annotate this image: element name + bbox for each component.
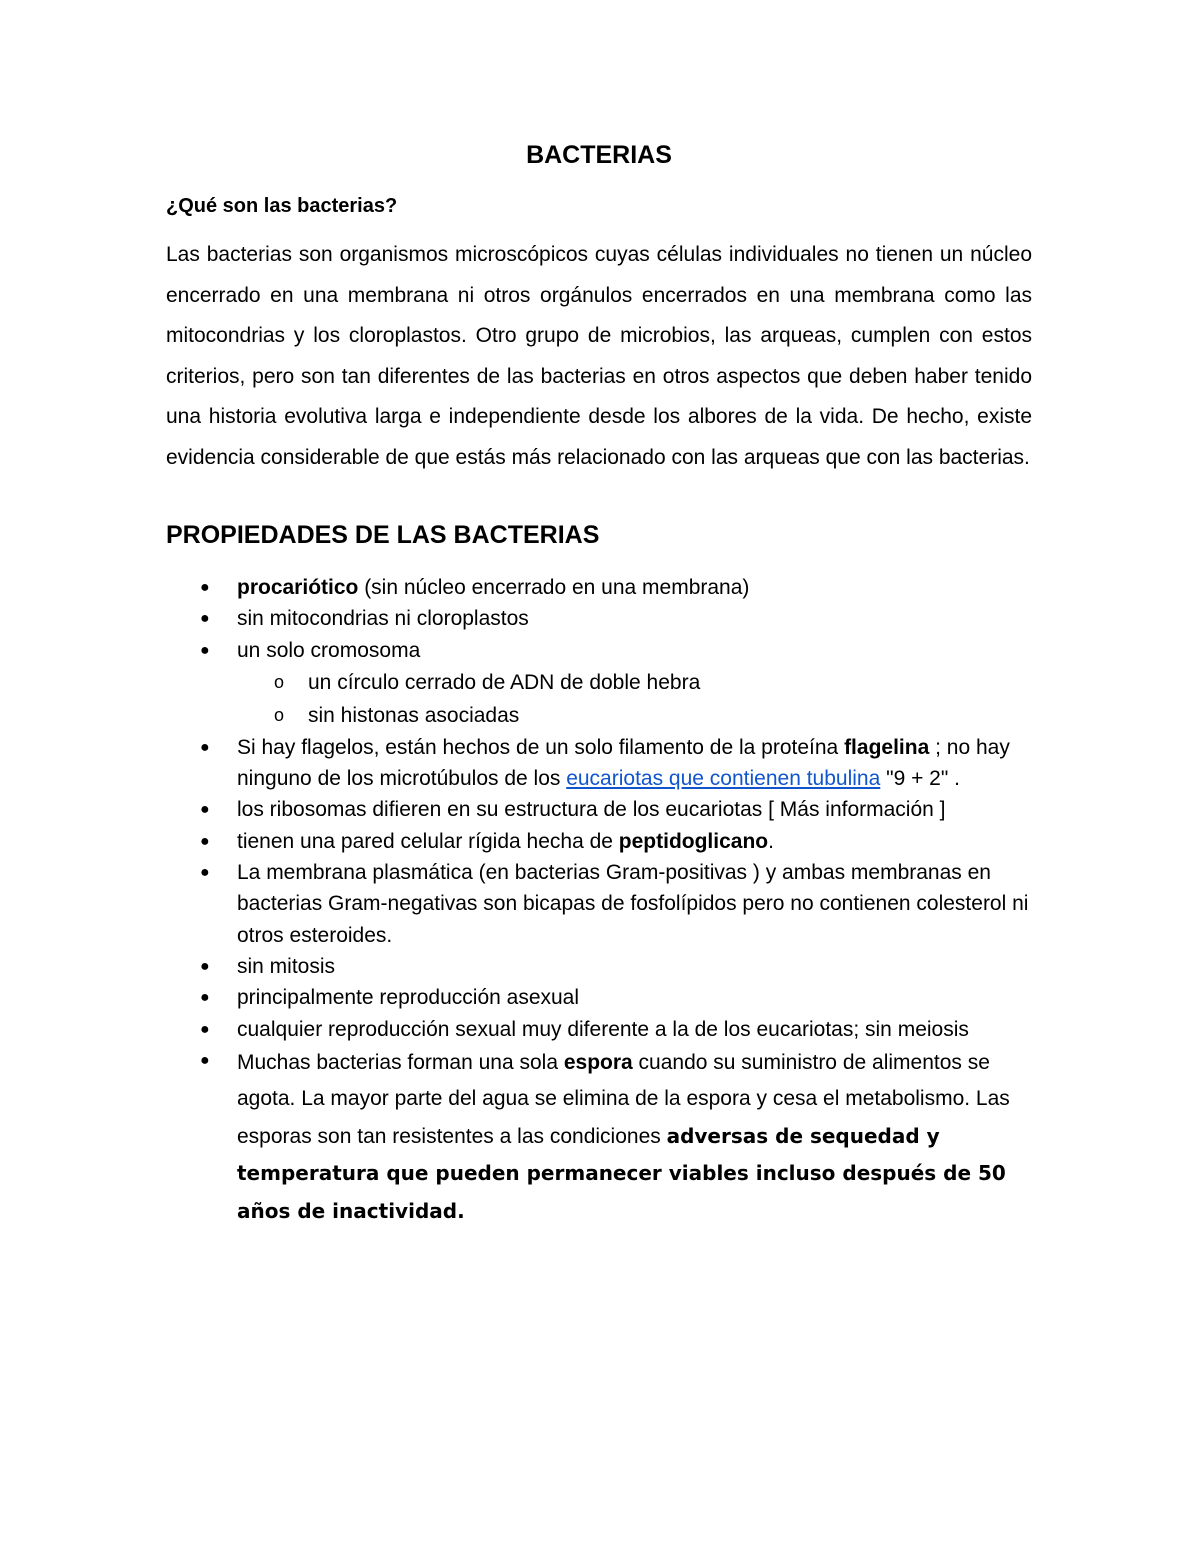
bullet-icon: ● <box>200 989 210 1007</box>
bullet-icon: ● <box>200 738 210 756</box>
list-item-text: un solo cromosoma <box>237 638 421 662</box>
bullet-icon: ● <box>200 1020 210 1038</box>
list-item <box>166 635 1032 732</box>
bullet-icon: ● <box>200 579 210 596</box>
list-item-text: los ribosomas difieren en su estructura de los eucariotas [ Más información ] <box>237 798 946 822</box>
document-body <box>166 138 1032 1230</box>
list-item-text: principalmente reproducción asexual <box>237 986 580 1010</box>
list-item-text: cuando su suministro de alimentos se agota. La mayor parte del agua se elimina de la espora y cesa el metabolismo. Las esporas son tan resistentes a las condiciones <box>237 1050 1010 1148</box>
list-item-text: Si hay flagelos, están hechos de un solo filamento de la proteína <box>237 735 845 759</box>
question-heading: ¿Qué son las bacterias? <box>166 195 398 217</box>
list-item-text: sin mitosis <box>237 954 336 978</box>
bullet-icon: ● <box>200 864 210 882</box>
bullet-icon: ● <box>200 641 210 659</box>
list-item <box>166 857 1032 951</box>
bullet-icon: ● <box>200 1051 210 1069</box>
list-item-text: (sin núcleo encerrado en una membrana) <box>358 576 750 599</box>
sub-list-item <box>237 666 1032 699</box>
term-peptidoglicano: peptidoglicano <box>618 829 769 853</box>
emphasis-text: adversas de sequedad y temperatura que pueden permanecer viables incluso después de 50 años de inactividad. <box>237 1123 1006 1223</box>
sub-list-item-text: sin histonas asociadas <box>308 703 520 727</box>
list-item-text: tienen una pared celular rígida hecha de <box>237 829 619 853</box>
list-item-text: . <box>768 829 774 853</box>
list-item <box>166 794 1032 825</box>
list-item-text: Muchas bacterias forman una sola <box>237 1050 564 1074</box>
properties-list <box>166 572 1032 1230</box>
list-item <box>166 826 1032 857</box>
bullet-icon: ● <box>200 832 210 850</box>
intro-paragraph: Las bacterias son organismos microscópicos cuyas células individuales no tienen un núcleo encerrado en una membrana ni otros orgánulos encerrados en una membrana como las mitocondrias y los cloroplastos. Otro grupo de microbios, las arqueas, cumplen con estos criterios, pero son tan diferentes de las bacterias en otros aspectos que deben haber tenido una historia evolutiva larga e independiente desde los albores de la vida. De hecho, existe evidencia considerable de que estás más relacionado con las arqueas que con las bacterias. <box>166 243 1032 469</box>
sub-list <box>237 666 1032 732</box>
sub-list-item <box>237 699 1032 732</box>
list-item-text: ; no hay ninguno de los microtúbulos de los <box>237 735 1010 791</box>
list-item <box>166 1014 1032 1045</box>
list-item-text: sin mitocondrias ni cloroplastos <box>237 607 529 631</box>
list-item <box>166 1045 1032 1231</box>
sub-list-item-text: un círculo cerrado de ADN de doble hebra <box>308 670 701 694</box>
list-item <box>166 732 1032 795</box>
bullet-icon: ● <box>200 610 210 628</box>
section-heading: PROPIEDADES DE LAS BACTERIAS <box>166 521 600 549</box>
term-espora: espora <box>563 1050 633 1074</box>
list-item <box>166 572 1032 603</box>
list-item-text: La membrana plasmática (en bacterias Gram-positivas ) y ambas membranas en bacterias Gram-negativas son bicapas de fosfolípidos pero no contienen colesterol ni otros esteroides. <box>237 861 1029 947</box>
term-flagelina: flagelina <box>844 735 930 759</box>
list-item <box>166 603 1032 634</box>
eucariotas-link[interactable]: eucariotas que contienen tubulina <box>566 767 881 791</box>
bullet-icon: ● <box>200 801 210 819</box>
list-item <box>166 951 1032 982</box>
list-item <box>166 982 1032 1013</box>
bullet-icon: ● <box>200 957 210 975</box>
page-title: BACTERIAS <box>526 141 672 169</box>
term-procariotico: procariótico <box>237 576 359 599</box>
circle-bullet-icon: o <box>274 704 285 725</box>
list-item-text: cualquier reproducción sexual muy diferente a la de los eucariotas; sin meiosis <box>237 1017 969 1041</box>
circle-bullet-icon: o <box>274 671 285 692</box>
list-item-text: "9 + 2" . <box>880 767 960 791</box>
